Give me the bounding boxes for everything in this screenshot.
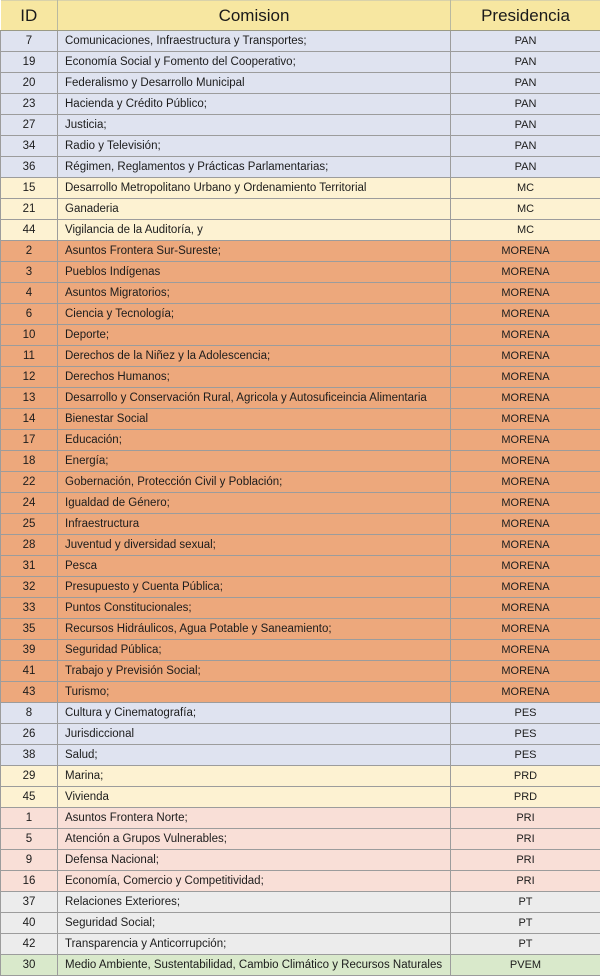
- table-row: [1, 955, 600, 976]
- cell-id: 22: [1, 472, 58, 493]
- cell-comision: Igualdad de Género;: [58, 493, 451, 514]
- cell-comision: Hacienda y Crédito Público;: [58, 94, 451, 115]
- cell-id: 23: [1, 94, 58, 115]
- table-row: [1, 31, 600, 52]
- cell-id: 35: [1, 619, 58, 640]
- cell-comision: Marina;: [58, 766, 451, 787]
- table-row: [1, 52, 600, 73]
- table-row: [1, 598, 600, 619]
- cell-comision: Infraestructura: [58, 514, 451, 535]
- cell-comision: Defensa Nacional;: [58, 850, 451, 871]
- cell-presidencia: PAN: [451, 31, 600, 52]
- cell-presidencia: PT: [451, 934, 600, 955]
- cell-id: 24: [1, 493, 58, 514]
- cell-presidencia: PES: [451, 724, 600, 745]
- table-row: [1, 766, 600, 787]
- cell-presidencia: MC: [451, 220, 600, 241]
- cell-id: 25: [1, 514, 58, 535]
- cell-presidencia: MORENA: [451, 514, 600, 535]
- table-body: [1, 31, 600, 976]
- table-row: [1, 661, 600, 682]
- cell-id: 27: [1, 115, 58, 136]
- cell-id: 6: [1, 304, 58, 325]
- cell-id: 14: [1, 409, 58, 430]
- cell-id: 31: [1, 556, 58, 577]
- cell-id: 30: [1, 955, 58, 976]
- cell-id: 18: [1, 451, 58, 472]
- cell-presidencia: PAN: [451, 115, 600, 136]
- cell-id: 21: [1, 199, 58, 220]
- table-header: [1, 1, 600, 31]
- cell-id: 28: [1, 535, 58, 556]
- table-row: [1, 94, 600, 115]
- cell-id: 17: [1, 430, 58, 451]
- cell-presidencia: MC: [451, 178, 600, 199]
- cell-comision: Justicia;: [58, 115, 451, 136]
- table-row: [1, 367, 600, 388]
- cell-id: 45: [1, 787, 58, 808]
- cell-id: 5: [1, 829, 58, 850]
- table-row: [1, 682, 600, 703]
- table-row: [1, 178, 600, 199]
- cell-id: 44: [1, 220, 58, 241]
- table-row: [1, 829, 600, 850]
- cell-id: 26: [1, 724, 58, 745]
- cell-presidencia: MORENA: [451, 577, 600, 598]
- cell-comision: Cultura y Cinematografía;: [58, 703, 451, 724]
- cell-comision: Derechos Humanos;: [58, 367, 451, 388]
- table-row: [1, 640, 600, 661]
- table-row: [1, 136, 600, 157]
- cell-comision: Gobernación, Protección Civil y Población;: [58, 472, 451, 493]
- cell-presidencia: MORENA: [451, 346, 600, 367]
- table-row: [1, 913, 600, 934]
- table-row: [1, 703, 600, 724]
- cell-presidencia: PT: [451, 892, 600, 913]
- cell-id: 13: [1, 388, 58, 409]
- cell-comision: Educación;: [58, 430, 451, 451]
- cell-comision: Vigilancia de la Auditoría, y: [58, 220, 451, 241]
- cell-presidencia: MORENA: [451, 283, 600, 304]
- cell-comision: Jurisdiccional: [58, 724, 451, 745]
- cell-id: 2: [1, 241, 58, 262]
- cell-id: 19: [1, 52, 58, 73]
- cell-comision: Comunicaciones, Infraestructura y Transportes;: [58, 31, 451, 52]
- cell-comision: Economía Social y Fomento del Cooperativo;: [58, 52, 451, 73]
- cell-presidencia: PES: [451, 703, 600, 724]
- table-row: [1, 472, 600, 493]
- cell-id: 41: [1, 661, 58, 682]
- table-row: [1, 346, 600, 367]
- cell-comision: Asuntos Frontera Norte;: [58, 808, 451, 829]
- cell-presidencia: PT: [451, 913, 600, 934]
- cell-presidencia: PAN: [451, 136, 600, 157]
- table-row: [1, 157, 600, 178]
- cell-comision: Desarrollo Metropolitano Urbano y Ordenamiento Territorial: [58, 178, 451, 199]
- cell-id: 15: [1, 178, 58, 199]
- cell-presidencia: PRI: [451, 871, 600, 892]
- table-row: [1, 535, 600, 556]
- table-row: [1, 934, 600, 955]
- cell-presidencia: PRI: [451, 808, 600, 829]
- table-row: [1, 724, 600, 745]
- cell-comision: Bienestar Social: [58, 409, 451, 430]
- cell-presidencia: PAN: [451, 157, 600, 178]
- table-row: [1, 808, 600, 829]
- cell-presidencia: MORENA: [451, 682, 600, 703]
- cell-id: 12: [1, 367, 58, 388]
- cell-id: 16: [1, 871, 58, 892]
- cell-comision: Deporte;: [58, 325, 451, 346]
- cell-id: 42: [1, 934, 58, 955]
- cell-id: 3: [1, 262, 58, 283]
- cell-presidencia: MORENA: [451, 661, 600, 682]
- table-row: [1, 850, 600, 871]
- column-header-presidencia: Presidencia: [451, 1, 600, 31]
- cell-id: 43: [1, 682, 58, 703]
- table-row: [1, 745, 600, 766]
- cell-comision: Atención a Grupos Vulnerables;: [58, 829, 451, 850]
- cell-comision: Juventud y diversidad sexual;: [58, 535, 451, 556]
- table-row: [1, 892, 600, 913]
- cell-presidencia: MORENA: [451, 493, 600, 514]
- cell-presidencia: PRI: [451, 850, 600, 871]
- cell-comision: Puntos Constitucionales;: [58, 598, 451, 619]
- cell-comision: Turismo;: [58, 682, 451, 703]
- cell-presidencia: MORENA: [451, 367, 600, 388]
- cell-id: 33: [1, 598, 58, 619]
- table-row: [1, 430, 600, 451]
- cell-presidencia: MORENA: [451, 241, 600, 262]
- cell-presidencia: PAN: [451, 52, 600, 73]
- cell-id: 11: [1, 346, 58, 367]
- table-row: [1, 409, 600, 430]
- table-row: [1, 283, 600, 304]
- table-row: [1, 115, 600, 136]
- cell-comision: Pesca: [58, 556, 451, 577]
- cell-comision: Desarrollo y Conservación Rural, Agricola y Autosuficeincia Alimentaria: [58, 388, 451, 409]
- cell-presidencia: PAN: [451, 94, 600, 115]
- cell-presidencia: PAN: [451, 73, 600, 94]
- cell-comision: Seguridad Social;: [58, 913, 451, 934]
- cell-presidencia: MORENA: [451, 556, 600, 577]
- table-row: [1, 304, 600, 325]
- column-header-id: ID: [1, 1, 58, 31]
- table-row: [1, 325, 600, 346]
- table-row: [1, 199, 600, 220]
- cell-id: 8: [1, 703, 58, 724]
- table-row: [1, 262, 600, 283]
- cell-comision: Salud;: [58, 745, 451, 766]
- cell-comision: Relaciones Exteriores;: [58, 892, 451, 913]
- cell-presidencia: MORENA: [451, 640, 600, 661]
- cell-presidencia: MORENA: [451, 304, 600, 325]
- cell-id: 20: [1, 73, 58, 94]
- cell-comision: Régimen, Reglamentos y Prácticas Parlamentarias;: [58, 157, 451, 178]
- cell-comision: Asuntos Migratorios;: [58, 283, 451, 304]
- cell-id: 40: [1, 913, 58, 934]
- cell-comision: Ganaderia: [58, 199, 451, 220]
- cell-presidencia: MORENA: [451, 598, 600, 619]
- table-header-row: [1, 1, 600, 31]
- cell-presidencia: PRD: [451, 787, 600, 808]
- cell-comision: Economía, Comercio y Competitividad;: [58, 871, 451, 892]
- table-row: [1, 556, 600, 577]
- cell-id: 4: [1, 283, 58, 304]
- cell-id: 7: [1, 31, 58, 52]
- cell-comision: Federalismo y Desarrollo Municipal: [58, 73, 451, 94]
- cell-comision: Presupuesto y Cuenta Pública;: [58, 577, 451, 598]
- cell-presidencia: MORENA: [451, 409, 600, 430]
- cell-comision: Pueblos Indígenas: [58, 262, 451, 283]
- table-row: [1, 493, 600, 514]
- cell-id: 1: [1, 808, 58, 829]
- cell-id: 38: [1, 745, 58, 766]
- table-row: [1, 577, 600, 598]
- cell-presidencia: PRI: [451, 829, 600, 850]
- cell-presidencia: MC: [451, 199, 600, 220]
- cell-comision: Trabajo y Previsión Social;: [58, 661, 451, 682]
- table-row: [1, 451, 600, 472]
- table-row: [1, 388, 600, 409]
- cell-presidencia: MORENA: [451, 472, 600, 493]
- cell-comision: Recursos Hidráulicos, Agua Potable y Saneamiento;: [58, 619, 451, 640]
- table-row: [1, 871, 600, 892]
- cell-comision: Transparencia y Anticorrupción;: [58, 934, 451, 955]
- cell-comision: Vivienda: [58, 787, 451, 808]
- cell-comision: Seguridad Pública;: [58, 640, 451, 661]
- cell-presidencia: PES: [451, 745, 600, 766]
- cell-comision: Energía;: [58, 451, 451, 472]
- cell-comision: Ciencia y Tecnología;: [58, 304, 451, 325]
- cell-presidencia: MORENA: [451, 451, 600, 472]
- cell-comision: Derechos de la Niñez y la Adolescencia;: [58, 346, 451, 367]
- cell-presidencia: MORENA: [451, 619, 600, 640]
- cell-id: 34: [1, 136, 58, 157]
- cell-id: 32: [1, 577, 58, 598]
- cell-presidencia: MORENA: [451, 262, 600, 283]
- table-row: [1, 220, 600, 241]
- cell-presidencia: PRD: [451, 766, 600, 787]
- cell-id: 9: [1, 850, 58, 871]
- cell-id: 37: [1, 892, 58, 913]
- cell-id: 39: [1, 640, 58, 661]
- table-row: [1, 73, 600, 94]
- cell-id: 29: [1, 766, 58, 787]
- table-row: [1, 619, 600, 640]
- cell-id: 10: [1, 325, 58, 346]
- cell-presidencia: PVEM: [451, 955, 600, 976]
- cell-presidencia: MORENA: [451, 430, 600, 451]
- table-row: [1, 514, 600, 535]
- cell-presidencia: MORENA: [451, 535, 600, 556]
- cell-presidencia: MORENA: [451, 388, 600, 409]
- cell-comision: Radio y Televisión;: [58, 136, 451, 157]
- cell-comision: Medio Ambiente, Sustentabilidad, Cambio Climático y Recursos Naturales: [58, 955, 451, 976]
- cell-comision: Asuntos Frontera Sur-Sureste;: [58, 241, 451, 262]
- cell-id: 36: [1, 157, 58, 178]
- cell-presidencia: MORENA: [451, 325, 600, 346]
- table-row: [1, 787, 600, 808]
- table-row: [1, 241, 600, 262]
- column-header-comision: Comision: [58, 1, 451, 31]
